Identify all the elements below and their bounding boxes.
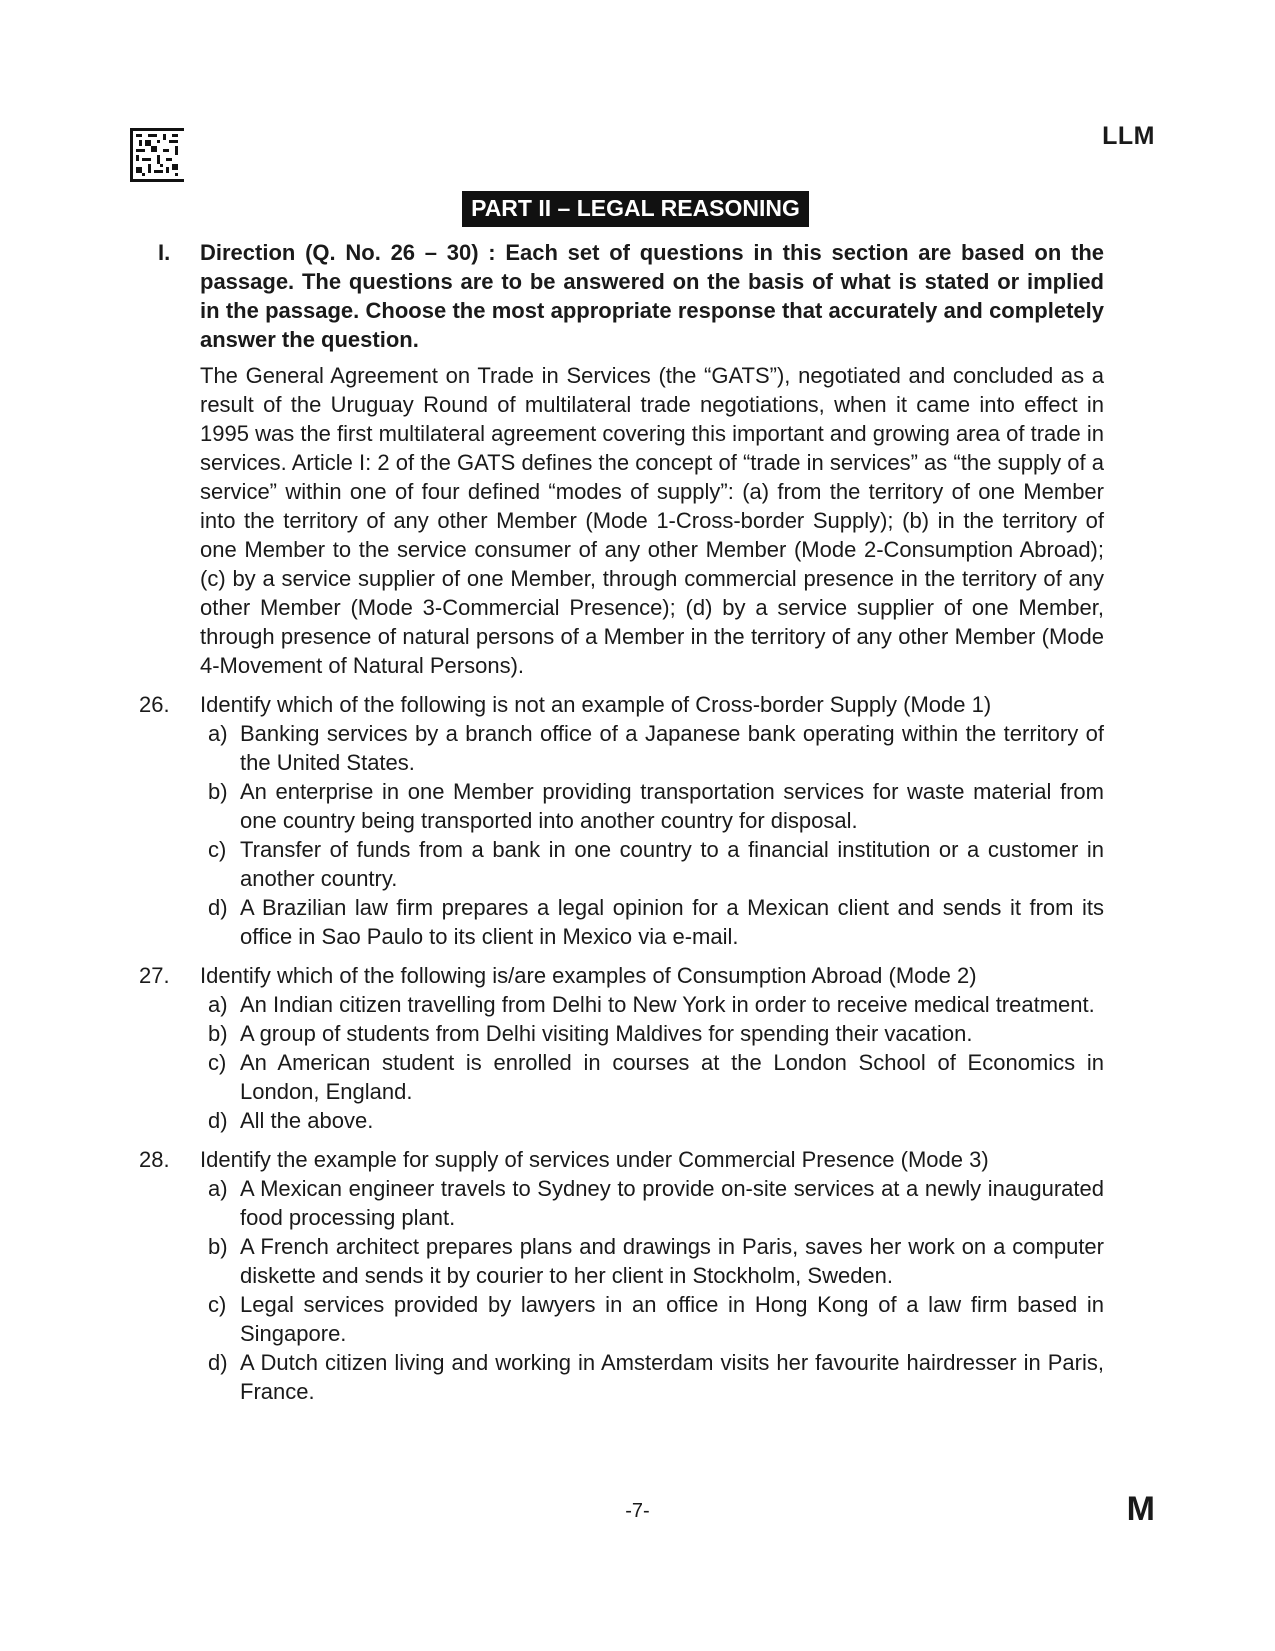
option-c	[208, 1048, 1104, 1106]
option-b	[208, 1232, 1104, 1290]
option-c	[208, 835, 1104, 893]
option-label: a)	[208, 721, 228, 746]
option-text: Legal services provided by lawyers in an office in Hong Kong of a law firm based in Singapore.	[240, 1292, 1104, 1346]
option-label: a)	[208, 1176, 228, 1201]
series-code: M	[1126, 1490, 1155, 1528]
option-label: b)	[208, 779, 228, 804]
option-text: A French architect prepares plans and drawings in Paris, saves her work on a computer diskette and sends it by courier to her client in Stockholm, Sweden.	[240, 1234, 1104, 1288]
option-text: A Dutch citizen living and working in Amsterdam visits her favourite hairdresser in Paris, France.	[240, 1350, 1104, 1404]
option-d	[208, 1106, 1104, 1135]
option-d	[208, 1348, 1104, 1406]
option-text: A Brazilian law firm prepares a legal opinion for a Mexican client and sends it from its office in Sao Paulo to its client in Mexico via e-mail.	[240, 895, 1104, 949]
option-label: c)	[208, 1292, 227, 1317]
option-text: A group of students from Delhi visiting Maldives for spending their vacation.	[240, 1021, 973, 1046]
question-number: 27.	[139, 963, 170, 988]
section-title-label: PART II – LEGAL REASONING	[462, 191, 809, 227]
option-text: An American student is enrolled in courses at the London School of Economics in London, England.	[240, 1050, 1104, 1104]
option-a	[208, 1174, 1104, 1232]
option-a	[208, 990, 1104, 1019]
direction-text: Direction (Q. No. 26 – 30) : Each set of questions in this section are based on the passage. The questions are to be answered on the basis of what is stated or implied in the passage. Choose the most appropriate response that accurately and completely answer the question.	[200, 240, 1104, 352]
direction-block	[139, 238, 1104, 354]
option-label: d)	[208, 1108, 228, 1133]
qr-code-icon	[130, 128, 184, 182]
option-label: c)	[208, 837, 227, 862]
option-text: Transfer of funds from a bank in one country to a financial institution or a customer in another country.	[240, 837, 1104, 891]
direction-number: I.	[158, 240, 171, 265]
passage: The General Agreement on Trade in Services (the “GATS”), negotiated and concluded as a result of the Uruguay Round of multilateral trade negotiations, when it came into effect in 1995 was the first multilateral agreement covering this important and growing area of trade in services. Article I: 2 of the GATS defines the concept of “trade in services” as “the supply of a service” within one of four defined “modes of supply”: (a) from the territory of one Member into the territory of any other Member (Mode 1-Cross-border Supply); (b) in the territory of one Member to the service consumer of any other Member (Mode 2-Consumption Abroad); (c) by a service supplier of one Member, through commercial presence in the territory of any other Member (Mode 3-Commercial Presence); (d) by a service supplier of one Member, through presence of natural persons of a Member in the territory of any other Member (Mode 4-Movement of Natural Persons).	[200, 363, 1104, 678]
option-b	[208, 777, 1104, 835]
option-a	[208, 719, 1104, 777]
section-title	[0, 191, 1275, 227]
option-label: a)	[208, 992, 228, 1017]
option-b	[208, 1019, 1104, 1048]
option-text: An enterprise in one Member providing transportation services for waste material from one country being transported into another country for disposal.	[240, 779, 1104, 833]
option-text: An Indian citizen travelling from Delhi to New York in order to receive medical treatment.	[240, 992, 1095, 1017]
page-number: -7-	[625, 1500, 650, 1522]
option-label: b)	[208, 1021, 228, 1046]
page-content	[139, 238, 1104, 1406]
question-text: Identify which of the following is/are examples of Consumption Abroad (Mode 2)	[200, 963, 977, 988]
option-text: Banking services by a branch office of a Japanese bank operating within the territory of the United States.	[240, 721, 1104, 775]
question-text: Identify the example for supply of services under Commercial Presence (Mode 3)	[200, 1147, 989, 1172]
question-number: 28.	[139, 1147, 170, 1172]
exam-code: LLM	[1102, 122, 1155, 150]
option-label: c)	[208, 1050, 227, 1075]
question-28	[139, 1145, 1104, 1406]
question-number: 26.	[139, 692, 170, 717]
option-c	[208, 1290, 1104, 1348]
option-text: A Mexican engineer travels to Sydney to provide on-site services at a newly inaugurated food processing plant.	[240, 1176, 1104, 1230]
option-label: b)	[208, 1234, 228, 1259]
option-label: d)	[208, 1350, 228, 1375]
question-26	[139, 690, 1104, 951]
option-d	[208, 893, 1104, 951]
option-label: d)	[208, 895, 228, 920]
option-text: All the above.	[240, 1108, 374, 1133]
question-text: Identify which of the following is not an example of Cross-border Supply (Mode 1)	[200, 692, 992, 717]
question-27	[139, 961, 1104, 1135]
